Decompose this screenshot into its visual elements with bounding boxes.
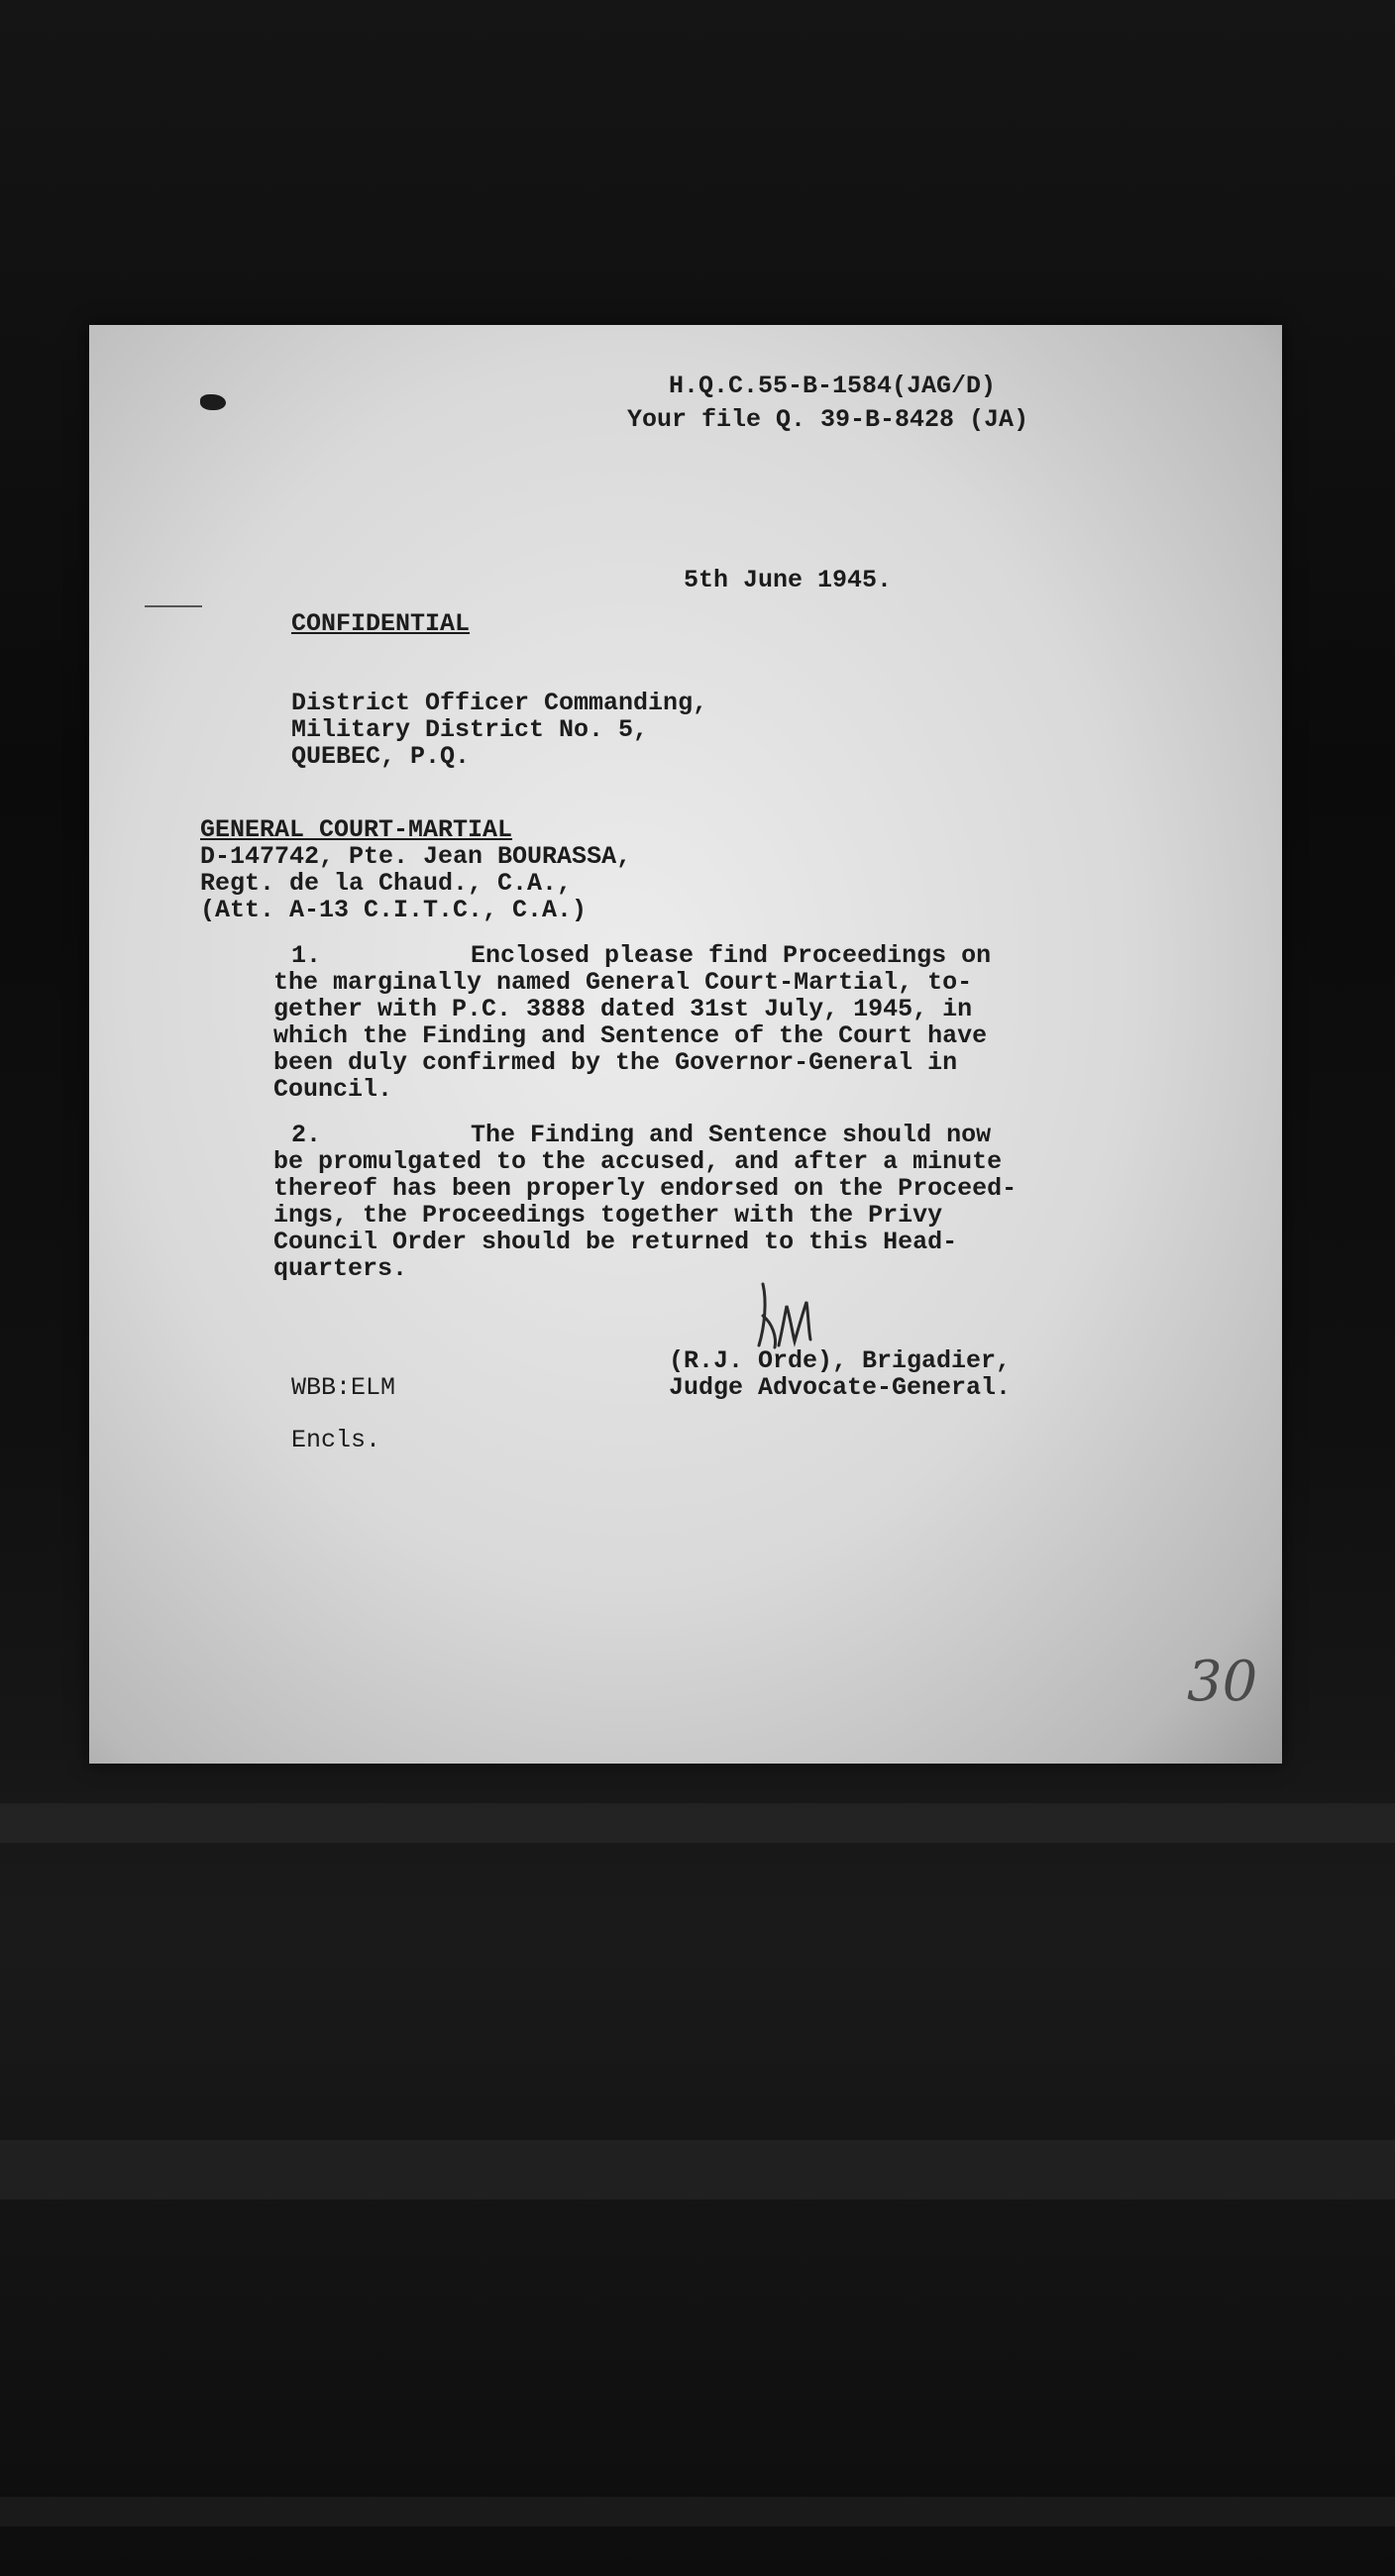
paragraph-number: 1.	[291, 941, 322, 970]
paragraph-line: Council.	[273, 1075, 393, 1104]
initials-signature	[751, 1276, 820, 1355]
paragraph-line: been duly confirmed by the Governor-General in	[273, 1048, 958, 1077]
paragraph-line: Council Order should be returned to this Head-	[273, 1228, 958, 1256]
paragraph-line: Enclosed please find Proceedings on	[471, 941, 992, 970]
paragraph-line: which the Finding and Sentence of the Court have	[273, 1021, 988, 1050]
file-reference: H.Q.C.55-B-1584(JAG/D)	[669, 372, 997, 400]
film-band	[0, 2497, 1395, 2526]
your-file-reference: Your file Q. 39-B-8428 (JA)	[627, 405, 1029, 434]
handwritten-page-number: 30	[1187, 1650, 1258, 1714]
paragraph-line: quarters.	[273, 1254, 408, 1283]
paragraph-line: thereof has been properly endorsed on the Proceed-	[273, 1174, 1018, 1203]
paragraph-line: gether with P.C. 3888 dated 31st July, 1945, in	[273, 995, 973, 1023]
paragraph-line: The Finding and Sentence should now	[471, 1121, 992, 1149]
signatory-name: (R.J. Orde), Brigadier,	[669, 1346, 1012, 1375]
typist-reference: WBB:ELM	[291, 1373, 396, 1402]
paragraph-line: ings, the Proceedings together with the Privy	[273, 1201, 943, 1230]
ink-mark	[200, 394, 226, 410]
letter-date: 5th June 1945.	[684, 566, 893, 594]
film-band	[0, 1803, 1395, 1843]
enclosures-note: Encls.	[291, 1426, 381, 1454]
paragraph-number: 2.	[291, 1121, 322, 1149]
subject-line: (Att. A-13 C.I.T.C., C.A.)	[200, 896, 588, 924]
classification-label: CONFIDENTIAL	[291, 609, 471, 638]
subject-heading: GENERAL COURT-MARTIAL	[200, 815, 513, 844]
letter-page	[89, 325, 1282, 1764]
film-band	[0, 2140, 1395, 2200]
subject-line: Regt. de la Chaud., C.A.,	[200, 869, 573, 898]
signatory-title: Judge Advocate-General.	[669, 1373, 1012, 1402]
addressee-line: Military District No. 5,	[291, 715, 649, 744]
paragraph-line: be promulgated to the accused, and after a minute	[273, 1147, 1003, 1176]
addressee-line: District Officer Commanding,	[291, 689, 708, 717]
margin-rule	[145, 605, 202, 607]
subject-line: D-147742, Pte. Jean BOURASSA,	[200, 842, 632, 871]
paragraph-line: the marginally named General Court-Martial, to-	[273, 968, 973, 997]
addressee-line: QUEBEC, P.Q.	[291, 742, 471, 771]
